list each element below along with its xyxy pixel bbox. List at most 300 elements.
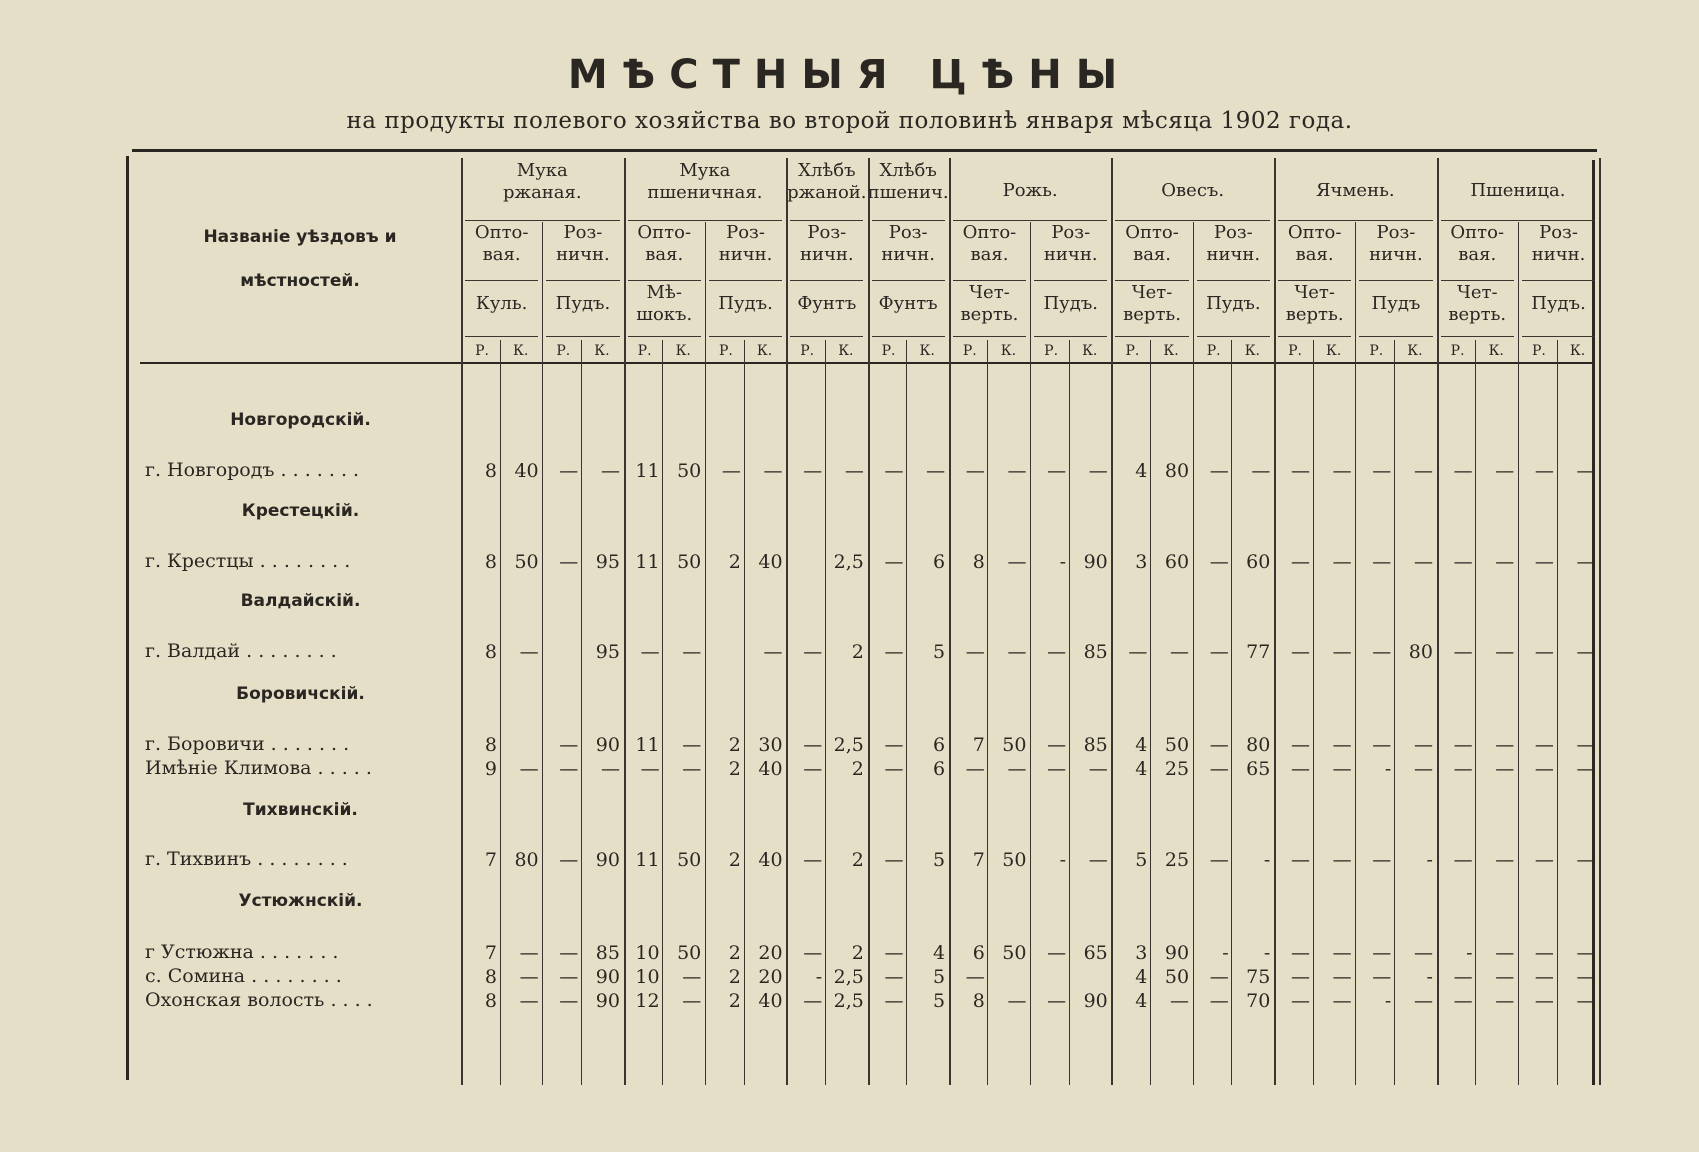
- price-rubles: —: [884, 758, 904, 780]
- price-kopecks: 65: [1083, 942, 1108, 964]
- column-divider: [542, 222, 543, 1085]
- price-rubles: —: [1372, 460, 1392, 482]
- rub-label: Р.: [1450, 343, 1465, 359]
- column-kind-header: Роз- ничн.: [556, 222, 610, 265]
- locality-name: г. Тихвинъ . . . . . . . .: [145, 848, 348, 870]
- price-rubles: 3: [1135, 942, 1148, 964]
- unit-underline: [709, 280, 782, 281]
- price-rubles: —: [1128, 641, 1148, 663]
- price-kopecks: —: [1170, 990, 1190, 1012]
- price-rubles: 7: [484, 849, 497, 871]
- price-kopecks: 20: [758, 942, 783, 964]
- price-kopecks: 77: [1246, 641, 1271, 663]
- column-unit-header: Пудъ.: [1206, 293, 1261, 314]
- price-rubles: —: [1047, 641, 1067, 663]
- price-kopecks: 85: [595, 942, 620, 964]
- price-kopecks: 4: [933, 942, 946, 964]
- column-kind-header: Роз- ничн.: [881, 222, 935, 265]
- price-rubles: —: [1453, 966, 1473, 988]
- kop-label: К.: [1082, 343, 1098, 359]
- price-rubles: —: [1453, 460, 1473, 482]
- page-subtitle: на продукты полевого хозяйства во второй половинѣ января мѣсяца 1902 года.: [346, 108, 1353, 134]
- price-rubles: —: [1047, 990, 1067, 1012]
- district-heading: Боровичскій.: [236, 684, 365, 704]
- price-rubles: —: [965, 641, 985, 663]
- price-kopecks: 95: [595, 551, 620, 573]
- page-title: МѢСТНЫЯ ЦѢНЫ: [567, 52, 1132, 98]
- price-rubles: —: [884, 641, 904, 663]
- price-rubles: -: [1384, 990, 1392, 1012]
- price-rubles: 4: [1135, 734, 1148, 756]
- unit-underline: [872, 280, 945, 281]
- price-rubles: 6: [972, 942, 985, 964]
- group-underline: [872, 220, 945, 221]
- price-rubles: —: [1453, 734, 1473, 756]
- price-rubles: —: [1453, 990, 1473, 1012]
- price-kopecks: 60: [1246, 551, 1271, 573]
- rub-label: Р.: [718, 343, 733, 359]
- price-kopecks: —: [1007, 551, 1027, 573]
- kop-label: К.: [512, 343, 529, 359]
- price-rubles: 4: [1135, 966, 1148, 988]
- price-kopecks: —: [1332, 990, 1352, 1012]
- price-rubles: —: [1453, 849, 1473, 871]
- price-rubles: 8: [484, 966, 497, 988]
- rub-label: Р.: [1206, 343, 1221, 359]
- price-rubles: —: [1534, 551, 1554, 573]
- rub-kop-divider: [1313, 340, 1314, 1085]
- price-rubles: —: [803, 990, 823, 1012]
- price-kopecks: 90: [595, 734, 620, 756]
- column-kind-header: Опто- вая.: [1287, 222, 1342, 265]
- price-kopecks: 90: [1083, 551, 1108, 573]
- rub-label: Р.: [1369, 343, 1384, 359]
- rub-kop-divider: [1231, 340, 1232, 1085]
- price-kopecks: 50: [1164, 966, 1190, 988]
- price-kopecks: —: [519, 990, 539, 1012]
- price-rubles: —: [1209, 966, 1229, 988]
- kop-label: К.: [1407, 343, 1423, 359]
- price-rubles: —: [640, 758, 660, 780]
- left-border: [126, 156, 129, 1080]
- price-kopecks: —: [1576, 758, 1596, 780]
- price-rubles: —: [1291, 990, 1310, 1012]
- rub-kop-divider: [662, 340, 663, 1085]
- price-kopecks: —: [1576, 990, 1596, 1012]
- price-rubles: —: [559, 734, 579, 756]
- price-kopecks: —: [682, 734, 702, 756]
- price-kopecks: —: [1251, 460, 1271, 482]
- price-kopecks: 40: [758, 551, 783, 573]
- price-rubles: —: [803, 942, 823, 964]
- locality-name: Имѣніе Климова . . . . .: [145, 757, 372, 779]
- rk-underline: [1359, 336, 1432, 337]
- price-kopecks: 2,5: [833, 966, 864, 988]
- price-kopecks: 2: [851, 758, 864, 780]
- kop-label: К.: [1244, 343, 1260, 359]
- column-unit-header: Пудъ: [1371, 293, 1421, 314]
- price-rubles: —: [559, 966, 579, 988]
- price-kopecks: 65: [1246, 758, 1271, 780]
- price-kopecks: 50: [1002, 942, 1027, 964]
- column-kind-header: Роз- ничн.: [800, 222, 854, 265]
- price-rubles: —: [559, 758, 579, 780]
- price-rubles: 4: [1135, 990, 1148, 1012]
- column-unit-header: Куль.: [475, 293, 528, 314]
- price-rubles: —: [884, 460, 904, 482]
- price-rubles: 2: [728, 551, 741, 573]
- price-rubles: —: [1047, 942, 1067, 964]
- price-kopecks: 50: [677, 849, 702, 871]
- price-kopecks: 2,5: [833, 990, 864, 1012]
- price-rubles: 2: [728, 734, 741, 756]
- price-kopecks: -: [1426, 849, 1433, 871]
- price-rubles: —: [884, 942, 904, 964]
- locality-name: с. Сомина . . . . . . . .: [145, 965, 342, 987]
- price-rubles: —: [1291, 942, 1310, 964]
- price-kopecks: 60: [1164, 551, 1190, 573]
- price-kopecks: —: [519, 758, 539, 780]
- price-kopecks: —: [1413, 551, 1433, 573]
- price-kopecks: 5: [933, 990, 946, 1012]
- unit-underline: [790, 280, 863, 281]
- rub-label: Р.: [881, 343, 896, 359]
- column-kind-header: Роз- ничн.: [1531, 222, 1586, 265]
- group-underline: [1115, 220, 1270, 221]
- rub-kop-divider: [1557, 340, 1558, 1085]
- price-kopecks: —: [926, 460, 946, 482]
- rub-kop-divider: [744, 340, 745, 1085]
- locality-name: г. Боровичи . . . . . . .: [145, 733, 350, 755]
- price-rubles: 4: [1135, 758, 1148, 780]
- kop-label: К.: [675, 343, 691, 359]
- price-rubles: —: [884, 990, 904, 1012]
- price-kopecks: —: [1088, 460, 1108, 482]
- price-kopecks: 80: [1164, 460, 1190, 482]
- district-heading: Крестецкій.: [241, 501, 360, 521]
- price-rubles: -: [1222, 942, 1229, 964]
- rk-underline: [1197, 336, 1270, 337]
- group-header: Мука пшеничная.: [647, 160, 763, 203]
- price-kopecks: —: [1088, 849, 1108, 871]
- locality-name: г. Валдай . . . . . . . .: [145, 640, 337, 662]
- rk-underline: [546, 336, 619, 337]
- column-kind-header: Опто- вая.: [1125, 222, 1179, 265]
- price-rubles: —: [1453, 641, 1473, 663]
- price-rubles: —: [559, 990, 579, 1012]
- group-header: Ячмень.: [1315, 180, 1395, 201]
- price-kopecks: 40: [758, 849, 783, 871]
- price-kopecks: —: [1576, 641, 1596, 663]
- price-kopecks: 2: [851, 942, 864, 964]
- rk-underline: [465, 336, 538, 337]
- price-kopecks: —: [1495, 942, 1515, 964]
- price-kopecks: —: [1413, 990, 1433, 1012]
- price-rubles: 4: [1135, 460, 1148, 482]
- price-rubles: —: [1372, 966, 1392, 988]
- rub-kop-divider: [500, 340, 501, 1085]
- price-rubles: —: [1209, 734, 1229, 756]
- price-kopecks: —: [1007, 758, 1027, 780]
- rk-underline: [1034, 336, 1107, 337]
- column-divider: [1030, 222, 1031, 1085]
- column-kind-header: Роз- ничн.: [1369, 222, 1423, 265]
- price-rubles: —: [1209, 758, 1229, 780]
- price-rubles: -: [1059, 551, 1067, 573]
- price-rubles: —: [1534, 942, 1554, 964]
- price-kopecks: 90: [1083, 990, 1108, 1012]
- price-kopecks: —: [1007, 990, 1027, 1012]
- price-kopecks: 2,5: [833, 551, 864, 573]
- price-kopecks: 2: [851, 641, 864, 663]
- price-rubles: —: [965, 966, 985, 988]
- price-kopecks: —: [1088, 758, 1108, 780]
- price-kopecks: —: [519, 641, 539, 663]
- price-rubles: —: [1047, 734, 1067, 756]
- rub-kop-divider: [1150, 340, 1151, 1085]
- price-rubles: —: [1372, 734, 1392, 756]
- group-header: Овесъ.: [1161, 180, 1225, 201]
- price-rubles: —: [803, 849, 823, 871]
- group-header: Хлѣбъ пшенич.: [867, 160, 949, 203]
- price-rubles: —: [1372, 942, 1392, 964]
- rk-underline: [1441, 336, 1514, 337]
- unit-underline: [465, 280, 538, 281]
- price-rubles: —: [1453, 551, 1473, 573]
- price-kopecks: 5: [933, 641, 946, 663]
- price-kopecks: —: [1576, 551, 1596, 573]
- price-kopecks: -: [1426, 966, 1433, 988]
- price-kopecks: —: [1495, 551, 1515, 573]
- unit-underline: [1359, 280, 1432, 281]
- price-rubles: —: [1534, 990, 1554, 1012]
- price-kopecks: —: [519, 966, 539, 988]
- price-kopecks: —: [682, 641, 702, 663]
- price-rubles: 8: [972, 990, 985, 1012]
- column-unit-header: Мѣ- шокъ.: [636, 282, 693, 325]
- price-rubles: —: [803, 460, 823, 482]
- price-kopecks: —: [1332, 460, 1352, 482]
- column-unit-header: Пудъ.: [1043, 293, 1099, 314]
- price-kopecks: 85: [1083, 734, 1108, 756]
- group-header: Пшеница.: [1470, 180, 1566, 201]
- column-kind-header: Опто- вая.: [1450, 222, 1505, 265]
- price-kopecks: 70: [1246, 990, 1271, 1012]
- column-unit-header: Фунтъ: [797, 293, 857, 314]
- rub-label: Р.: [1125, 343, 1140, 359]
- price-rubles: —: [1534, 460, 1554, 482]
- price-rubles: —: [1291, 758, 1310, 780]
- column-divider: [1193, 222, 1194, 1085]
- price-kopecks: 25: [1164, 758, 1190, 780]
- group-header: Мука ржаная.: [502, 160, 582, 203]
- price-rubles: —: [803, 641, 823, 663]
- price-kopecks: 95: [595, 641, 620, 663]
- price-rubles: —: [803, 734, 823, 756]
- price-kopecks: —: [1576, 734, 1596, 756]
- price-kopecks: 5: [933, 966, 946, 988]
- rub-label: Р.: [800, 343, 815, 359]
- price-kopecks: 85: [1083, 641, 1108, 663]
- rub-kop-divider: [825, 340, 826, 1085]
- price-rubles: —: [1291, 551, 1310, 573]
- price-rubles: 8: [484, 734, 497, 756]
- price-kopecks: -: [1263, 849, 1271, 871]
- price-rubles: -: [1059, 849, 1067, 871]
- unit-underline: [628, 280, 701, 281]
- price-rubles: —: [559, 849, 579, 871]
- price-rubles: 8: [972, 551, 985, 573]
- price-rubles: —: [1209, 460, 1229, 482]
- locality-name: г. Крестцы . . . . . . . .: [145, 550, 351, 572]
- price-rubles: 9: [484, 758, 497, 780]
- column-unit-header: Чет- верть.: [1285, 282, 1344, 325]
- price-kopecks: 90: [595, 990, 620, 1012]
- price-rubles: 5: [1135, 849, 1148, 871]
- price-kopecks: —: [1576, 942, 1596, 964]
- price-kopecks: 2: [851, 849, 864, 871]
- rub-label: Р.: [1044, 343, 1059, 359]
- price-kopecks: —: [1413, 734, 1433, 756]
- price-kopecks: 30: [758, 734, 783, 756]
- price-kopecks: -: [1263, 942, 1271, 964]
- rk-underline: [628, 336, 701, 337]
- price-rubles: 2: [728, 758, 741, 780]
- price-kopecks: —: [519, 942, 539, 964]
- price-rubles: —: [1291, 641, 1310, 663]
- district-heading: Тихвинскій.: [243, 800, 358, 820]
- locality-name: г. Новгородъ . . . . . . .: [145, 459, 360, 481]
- column-divider: [705, 222, 706, 1085]
- price-kopecks: 50: [1002, 734, 1027, 756]
- price-kopecks: —: [1495, 734, 1515, 756]
- rub-kop-divider: [906, 340, 907, 1085]
- rk-underline: [872, 336, 945, 337]
- rub-label: Р.: [556, 343, 571, 359]
- price-rubles: 12: [635, 990, 660, 1012]
- unit-underline: [1197, 280, 1270, 281]
- locality-name: Охонская волость . . . .: [145, 989, 373, 1011]
- price-rubles: —: [1209, 551, 1229, 573]
- price-rubles: 7: [484, 942, 497, 964]
- price-kopecks: —: [1495, 966, 1515, 988]
- price-kopecks: 50: [677, 460, 702, 482]
- price-rubles: 2: [728, 990, 741, 1012]
- unit-underline: [953, 280, 1026, 281]
- unit-underline: [1522, 280, 1595, 281]
- column-unit-header: Чет- верть.: [960, 282, 1019, 325]
- price-kopecks: 2,5: [833, 734, 864, 756]
- price-rubles: —: [1453, 758, 1473, 780]
- rk-underline: [953, 336, 1026, 337]
- price-kopecks: —: [1495, 641, 1515, 663]
- unit-underline: [1441, 280, 1514, 281]
- price-kopecks: 50: [677, 942, 702, 964]
- price-kopecks: 80: [514, 849, 539, 871]
- price-rubles: —: [884, 966, 904, 988]
- column-kind-header: Роз- ничн.: [1206, 222, 1261, 265]
- price-kopecks: 5: [933, 849, 946, 871]
- column-kind-header: Роз- ничн.: [1043, 222, 1098, 265]
- price-rubles: —: [1291, 734, 1310, 756]
- price-kopecks: —: [1576, 849, 1596, 871]
- column-kind-header: Опто- вая.: [637, 222, 692, 265]
- district-heading: Валдайскій.: [240, 591, 361, 611]
- price-kopecks: —: [682, 990, 702, 1012]
- price-kopecks: 50: [1002, 849, 1027, 871]
- name-column-header: Названіе уѣздовъ и мѣстностей.: [203, 227, 397, 291]
- price-kopecks: 90: [1164, 942, 1190, 964]
- column-unit-header: Пудъ.: [1531, 293, 1586, 314]
- price-rubles: 10: [635, 966, 660, 988]
- price-kopecks: —: [844, 460, 864, 482]
- price-kopecks: —: [682, 758, 702, 780]
- rk-underline: [1278, 336, 1351, 337]
- top-rule: [132, 149, 1597, 152]
- price-kopecks: 80: [1246, 734, 1271, 756]
- price-kopecks: —: [600, 460, 620, 482]
- kop-label: К.: [594, 343, 610, 359]
- rub-kop-divider: [1069, 340, 1070, 1085]
- rk-underline: [790, 336, 863, 337]
- price-rubles: 8: [484, 551, 497, 573]
- price-kopecks: 6: [933, 551, 946, 573]
- price-rubles: 10: [635, 942, 660, 964]
- price-kopecks: —: [1332, 966, 1352, 988]
- price-rubles: 11: [635, 460, 660, 482]
- price-kopecks: 80: [1408, 641, 1433, 663]
- price-kopecks: —: [1495, 460, 1515, 482]
- kop-label: К.: [756, 343, 773, 359]
- price-kopecks: —: [1413, 942, 1433, 964]
- price-rubles: —: [1534, 758, 1554, 780]
- column-unit-header: Фунтъ: [878, 293, 938, 314]
- price-rubles: —: [559, 551, 579, 573]
- price-rubles: —: [1372, 849, 1392, 871]
- price-kopecks: 20: [758, 966, 783, 988]
- price-rubles: —: [884, 551, 904, 573]
- locality-name: г Устюжна . . . . . . .: [145, 941, 339, 963]
- kop-label: К.: [1569, 343, 1586, 359]
- price-kopecks: —: [1495, 849, 1515, 871]
- kop-label: К.: [838, 343, 854, 359]
- rub-kop-divider: [581, 340, 582, 1085]
- price-rubles: —: [721, 460, 741, 482]
- price-kopecks: —: [1332, 734, 1352, 756]
- price-kopecks: —: [682, 966, 702, 988]
- column-kind-header: Опто- вая.: [474, 222, 529, 265]
- rub-label: Р.: [475, 343, 489, 359]
- group-underline: [1441, 220, 1596, 221]
- price-kopecks: —: [763, 460, 783, 482]
- price-rubles: —: [1047, 460, 1067, 482]
- unit-underline: [546, 280, 619, 281]
- unit-underline: [1115, 280, 1188, 281]
- group-underline: [953, 220, 1108, 221]
- price-rubles: -: [815, 966, 823, 988]
- price-kopecks: 25: [1164, 849, 1190, 871]
- price-rubles: 11: [635, 551, 660, 573]
- price-kopecks: 40: [758, 990, 783, 1012]
- price-rubles: —: [1209, 641, 1229, 663]
- price-kopecks: —: [600, 758, 620, 780]
- price-kopecks: —: [1332, 849, 1352, 871]
- group-header: Хлѣбъ ржаной.: [787, 160, 867, 203]
- unit-underline: [1034, 280, 1107, 281]
- rub-label: Р.: [1288, 343, 1302, 359]
- price-rubles: —: [1534, 734, 1554, 756]
- price-kopecks: 90: [595, 849, 620, 871]
